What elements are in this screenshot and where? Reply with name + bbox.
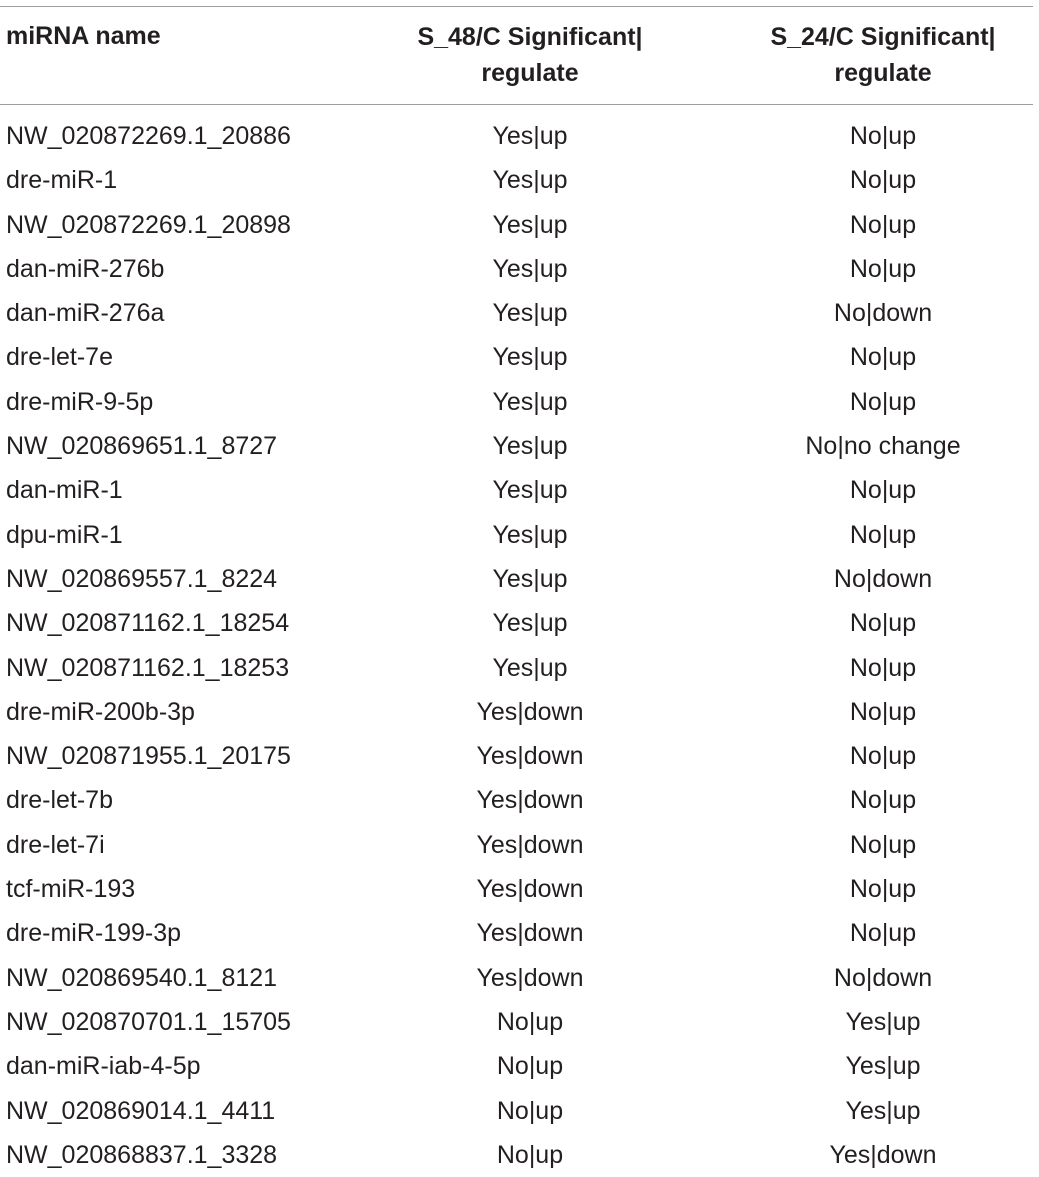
table-row [0,646,1033,690]
header-line: S_48/C Significant| [417,23,643,51]
table-row [0,911,1033,955]
cell-s24-regulate: No|down [833,564,933,593]
header-s24-significant-regulate [698,6,1039,104]
cell-s48-regulate: Yes|down [476,875,584,904]
cell-s24-regulate: No|up [849,520,917,549]
table-row [0,1000,1033,1044]
header-line: regulate [481,59,579,87]
cell-s48-regulate: Yes|up [492,653,568,682]
table-row [0,1133,1033,1177]
cell-mirna-name: NW_020869651.1_8727 [6,432,278,461]
table-row [0,690,1033,734]
cell-s48-regulate: Yes|up [492,564,568,593]
cell-s24-regulate: No|down [833,299,933,328]
cell-s48-regulate: Yes|up [492,387,568,416]
cell-mirna-name: dre-miR-199-3p [6,919,182,948]
table-row [0,335,1033,379]
cell-mirna-name: dan-miR-276a [6,299,165,328]
cell-mirna-name: NW_020869557.1_8224 [6,564,278,593]
header-line: miRNA name [6,22,161,50]
table-row [0,203,1033,247]
cell-mirna-name: dre-miR-1 [6,166,118,195]
table-row [0,380,1033,424]
cell-s48-regulate: Yes|up [492,343,568,372]
cell-s24-regulate: No|up [849,609,917,638]
cell-mirna-name: NW_020869014.1_4411 [6,1096,276,1125]
header-mirna-name [6,6,386,104]
cell-s48-regulate: Yes|up [492,476,568,505]
table-row [0,114,1033,158]
cell-s48-regulate: Yes|down [476,697,584,726]
header-line: S_24/C Significant| [770,23,996,51]
cell-s48-regulate: Yes|up [492,254,568,283]
table-row [0,513,1033,557]
table-row [0,291,1033,335]
cell-s24-regulate: No|up [849,166,917,195]
table-row [0,956,1033,1000]
cell-s24-regulate: No|up [849,786,917,815]
cell-mirna-name: NW_020870701.1_15705 [6,1007,291,1036]
cell-s24-regulate: No|up [849,476,917,505]
cell-mirna-name: dre-let-7b [6,786,113,815]
cell-mirna-name: NW_020868837.1_3328 [6,1140,278,1169]
table-row [0,778,1033,822]
table-body [0,114,1033,1177]
header-line: regulate [834,59,932,87]
cell-mirna-name: NW_020871162.1_18254 [6,609,290,638]
table-row [0,468,1033,512]
cell-s48-regulate: Yes|up [492,166,568,195]
cell-s48-regulate: No|up [496,1140,564,1169]
cell-s24-regulate: No|up [849,254,917,283]
cell-s48-regulate: Yes|up [492,122,568,150]
cell-s48-regulate: Yes|up [492,210,568,239]
cell-s24-regulate: No|up [849,697,917,726]
cell-s48-regulate: Yes|down [476,919,584,948]
table-row [0,601,1033,645]
cell-s48-regulate: Yes|down [476,830,584,859]
table-row [0,158,1033,202]
table-row [0,557,1033,601]
cell-mirna-name: NW_020872269.1_20898 [6,210,291,239]
cell-mirna-name: dre-miR-200b-3p [6,697,195,726]
cell-s48-regulate: Yes|up [492,609,568,638]
table-row [0,1089,1033,1133]
cell-s24-regulate: Yes|up [845,1096,921,1125]
cell-s24-regulate: Yes|up [845,1007,921,1036]
cell-mirna-name: dpu-miR-1 [6,520,123,549]
cell-s48-regulate: Yes|down [476,742,584,771]
cell-s48-regulate: Yes|up [492,520,568,549]
cell-s24-regulate: Yes|up [845,1052,921,1081]
cell-mirna-name: NW_020871162.1_18253 [6,653,290,682]
table-row [0,867,1033,911]
cell-s48-regulate: Yes|up [492,432,568,461]
table-row [0,734,1033,778]
cell-s24-regulate: No|up [849,387,917,416]
cell-s48-regulate: Yes|down [476,963,584,992]
table-row [0,823,1033,867]
cell-mirna-name: dre-let-7e [6,343,113,372]
cell-mirna-name: tcf-miR-193 [6,875,136,904]
cell-mirna-name: dan-miR-276b [6,254,165,283]
cell-mirna-name: NW_020871955.1_20175 [6,742,291,771]
cell-s24-regulate: No|up [849,742,917,771]
cell-mirna-name: NW_020872269.1_20886 [6,122,291,150]
cell-mirna-name: NW_020869540.1_8121 [6,963,278,992]
cell-s48-regulate: No|up [496,1007,564,1036]
cell-s24-regulate: No|up [849,830,917,859]
table-row [0,424,1033,468]
cell-s24-regulate: No|up [849,343,917,372]
cell-s24-regulate: No|no change [805,432,961,461]
cell-s24-regulate: No|down [833,963,933,992]
cell-s24-regulate: No|up [849,875,917,904]
cell-s24-regulate: Yes|down [829,1140,937,1169]
cell-mirna-name: dan-miR-iab-4-5p [6,1052,201,1081]
cell-mirna-name: dre-let-7i [6,830,105,859]
cell-mirna-name: dre-miR-9-5p [6,387,154,416]
cell-s48-regulate: Yes|up [492,299,568,328]
table-header [0,6,1033,104]
table-row [0,247,1033,291]
table-header-rule [0,104,1033,105]
cell-s24-regulate: No|up [849,919,917,948]
cell-s48-regulate: No|up [496,1052,564,1081]
cell-s48-regulate: Yes|down [476,786,584,815]
table-row [0,1044,1033,1088]
cell-s24-regulate: No|up [849,210,917,239]
cell-s24-regulate: No|up [849,122,917,150]
cell-mirna-name: dan-miR-1 [6,476,123,505]
cell-s24-regulate: No|up [849,653,917,682]
cell-s48-regulate: No|up [496,1096,564,1125]
header-s48-significant-regulate [345,6,715,104]
